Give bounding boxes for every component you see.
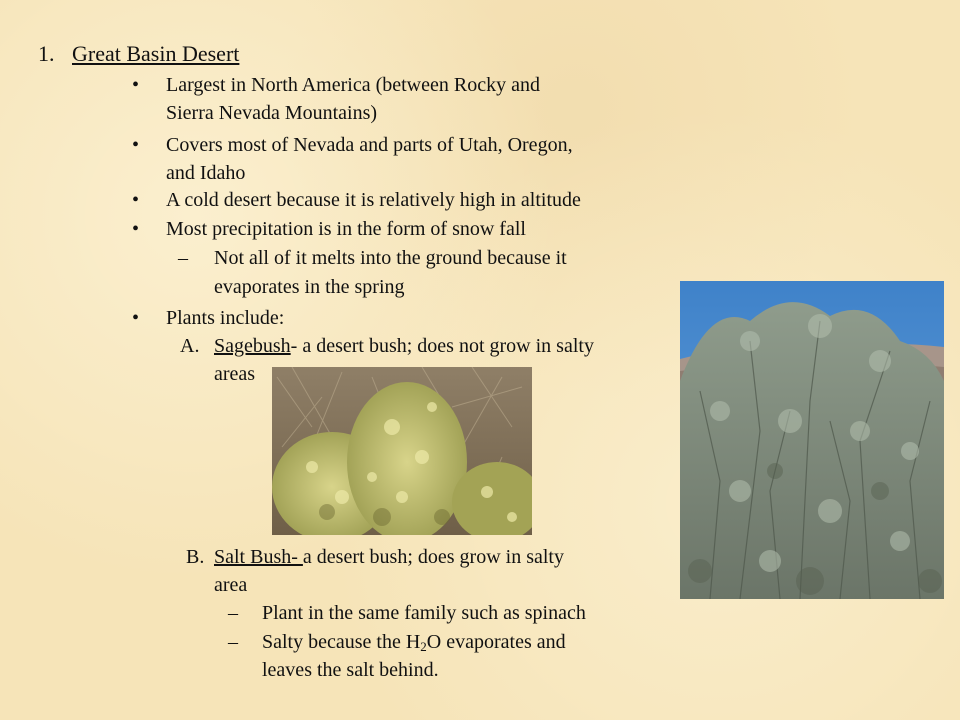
bullet-marker: • [132, 218, 140, 240]
h2o-subscript: 2 [420, 639, 427, 654]
bullet-marker: • [132, 189, 140, 211]
plant-b-desc: a desert bush; does grow in salty [302, 546, 564, 568]
sub-bullet-text: Not all of it melts into the ground because it [214, 247, 567, 269]
h2o-text-before: Salty because the H [262, 631, 421, 653]
bullet-text: Plants include: [166, 307, 285, 329]
plant-a-desc: - a desert bush; does not grow in salty [290, 335, 594, 357]
bullet-marker: • [132, 74, 140, 96]
plant-b-line2: area [214, 574, 248, 596]
bullet-marker: • [132, 134, 140, 156]
sub-bullet-marker: – [228, 602, 238, 624]
plant-a-line2: areas [214, 363, 256, 385]
bullet-marker: • [132, 307, 140, 329]
bullet-text: Sierra Nevada Mountains) [166, 102, 378, 124]
plant-a-marker: A. [180, 335, 200, 357]
sub-bullet-text: leaves the salt behind. [262, 659, 439, 681]
plant-a-name: Sagebush [214, 335, 291, 357]
saltbush-photo [680, 281, 944, 599]
plant-b-name: Salt Bush- [214, 546, 303, 568]
slide-title: Great Basin Desert [72, 41, 240, 66]
plant-a-line [214, 332, 594, 360]
bullet-text: Largest in North America (between Rocky and [166, 74, 540, 96]
sub-bullet-text: Plant in the same family such as spinach [262, 602, 586, 624]
plant-b-marker: B. [186, 546, 205, 568]
plant-b-line [214, 543, 564, 571]
bullet-text: A cold desert because it is relatively high in altitude [166, 189, 581, 211]
sub-bullet-marker: – [228, 631, 238, 653]
bullet-text: and Idaho [166, 162, 246, 184]
h2o-text-after: O evaporates and [426, 631, 566, 653]
bullet-text: Covers most of Nevada and parts of Utah, Oregon, [166, 134, 573, 156]
sagebush-photo [272, 367, 532, 535]
sub-bullet-marker: – [178, 247, 188, 269]
bullet-text: Most precipitation is in the form of snow fall [166, 218, 526, 240]
title-number: 1. [38, 41, 55, 66]
sub-bullet-text: evaporates in the spring [214, 276, 405, 298]
